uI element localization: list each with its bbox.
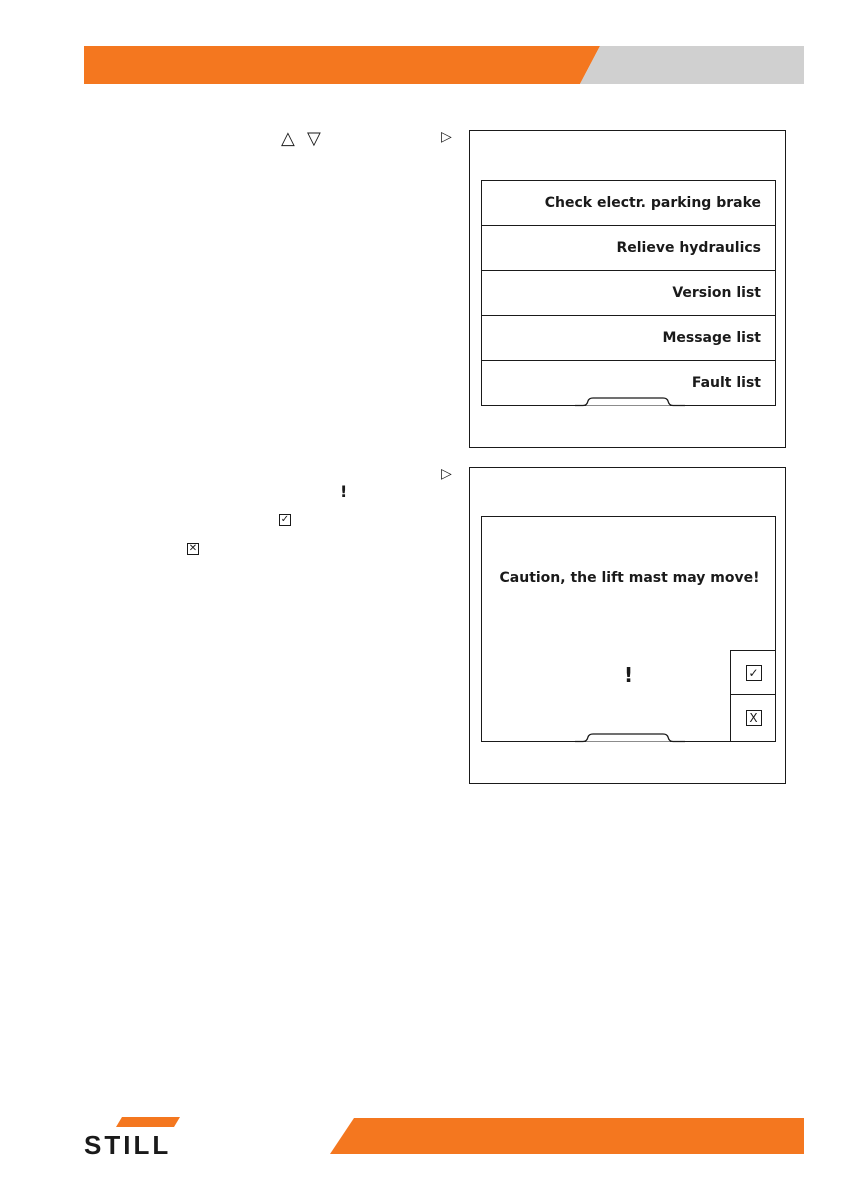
up-arrow-icon: △ <box>281 128 295 149</box>
header-orange-section <box>84 46 600 84</box>
confirm-button-icon: ✓ <box>746 665 762 681</box>
menu-item-label: Relieve hydraulics <box>616 240 761 256</box>
logo-wordmark: STILL <box>84 1130 172 1156</box>
warning-icon: ! <box>624 663 634 687</box>
menu-item-label: Version list <box>672 285 761 301</box>
figure-1-frame <box>469 130 786 448</box>
down-arrow-icon: ▽ <box>307 128 321 149</box>
menu-item-check-parking-brake[interactable] <box>482 181 775 226</box>
menu-item-message-list[interactable] <box>482 316 775 361</box>
menu-item-label: Message list <box>662 330 761 346</box>
confirm-icon <box>279 514 291 526</box>
confirm-icon-glyph: ✓ <box>280 514 290 525</box>
menu-item-relieve-hydraulics[interactable] <box>482 226 775 271</box>
header-band <box>84 46 804 84</box>
cancel-button-icon: X <box>746 710 762 726</box>
caution-screen <box>481 516 776 742</box>
header-grey-section <box>580 46 804 84</box>
menu-item-label: Check electr. parking brake <box>544 195 761 211</box>
figure-1-pointer-icon: ▷ <box>441 129 452 145</box>
figure-2-pointer-icon: ▷ <box>441 466 452 482</box>
screen-bottom-tab <box>575 733 685 747</box>
cancel-icon-glyph: ✕ <box>188 543 198 554</box>
figure-2-frame <box>469 467 786 784</box>
caution-message: Caution, the lift mast may move! <box>499 570 760 586</box>
menu-screen <box>481 180 776 406</box>
exclamation-icon: ! <box>340 482 348 501</box>
still-logo <box>84 1116 220 1156</box>
screen-bottom-tab <box>575 397 685 411</box>
confirm-button[interactable] <box>730 650 776 695</box>
cancel-icon <box>187 543 199 555</box>
menu-item-version-list[interactable] <box>482 271 775 316</box>
footer-band <box>330 1118 804 1154</box>
menu-item-label: Fault list <box>691 375 761 391</box>
still-logo-graphic <box>84 1116 220 1156</box>
cancel-button[interactable] <box>730 695 776 741</box>
